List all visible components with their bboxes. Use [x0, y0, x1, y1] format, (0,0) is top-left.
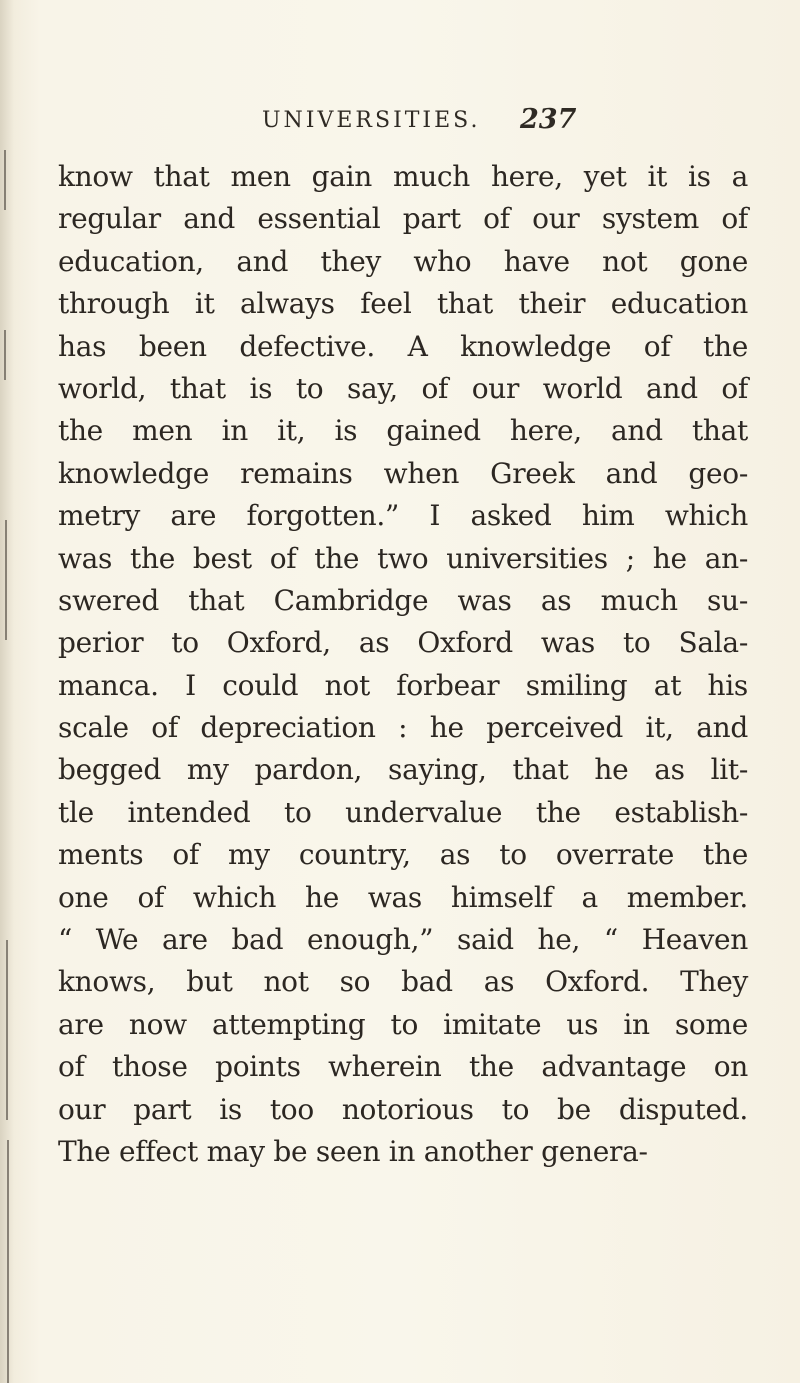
- text-line: of those points wherein the advantage on: [58, 1050, 748, 1084]
- page-edge-mark: [4, 150, 6, 210]
- text-line: The effect may be seen in another genera-: [58, 1134, 648, 1168]
- text-line: one of which he was himself a member.: [58, 880, 748, 914]
- text-line: swered that Cambridge was as much su-: [58, 583, 748, 617]
- text-line: knows, but not so bad as Oxford. They: [58, 965, 748, 999]
- page-edge-mark: [6, 940, 8, 1120]
- text-line: metry are forgotten.” I asked him which: [58, 499, 748, 533]
- text-line: through it always feel that their education: [58, 287, 748, 321]
- body-text: [58, 156, 748, 1173]
- text-line: world, that is to say, of our world and of: [58, 371, 748, 405]
- text-line: ments of my country, as to overrate the: [58, 838, 748, 872]
- text-line: the men in it, is gained here, and that: [58, 414, 748, 448]
- running-head-title: UNIVERSITIES.: [262, 108, 481, 133]
- text-line: our part is too notorious to be disputed.: [58, 1092, 748, 1126]
- text-line: tle intended to undervalue the establish-: [58, 795, 748, 829]
- text-line: knowledge remains when Greek and geo-: [58, 456, 748, 490]
- text-line: education, and they who have not gone: [58, 244, 748, 278]
- text-line: was the best of the two universities ; he an-: [58, 541, 748, 575]
- text-line: manca. I could not forbear smiling at his: [58, 668, 748, 702]
- page-edge-mark: [5, 520, 7, 640]
- text-line: regular and essential part of our system of: [58, 202, 748, 236]
- page-edge-mark: [7, 1140, 9, 1383]
- page-edge-mark: [4, 330, 6, 380]
- text-line: know that men gain much here, yet it is a: [58, 160, 748, 193]
- text-line: scale of depreciation : he perceived it, and: [58, 711, 748, 745]
- text-line: begged my pardon, saying, that he as lit-: [58, 753, 748, 787]
- text-line: are now attempting to imitate us in some: [58, 1007, 748, 1041]
- text-line: “ We are bad enough,” said he, “ Heaven: [58, 923, 748, 957]
- page-number: 237: [520, 104, 577, 135]
- text-line: has been defective. A knowledge of the: [58, 329, 748, 363]
- running-head: [0, 104, 800, 148]
- text-line: perior to Oxford, as Oxford was to Sala-: [58, 626, 748, 660]
